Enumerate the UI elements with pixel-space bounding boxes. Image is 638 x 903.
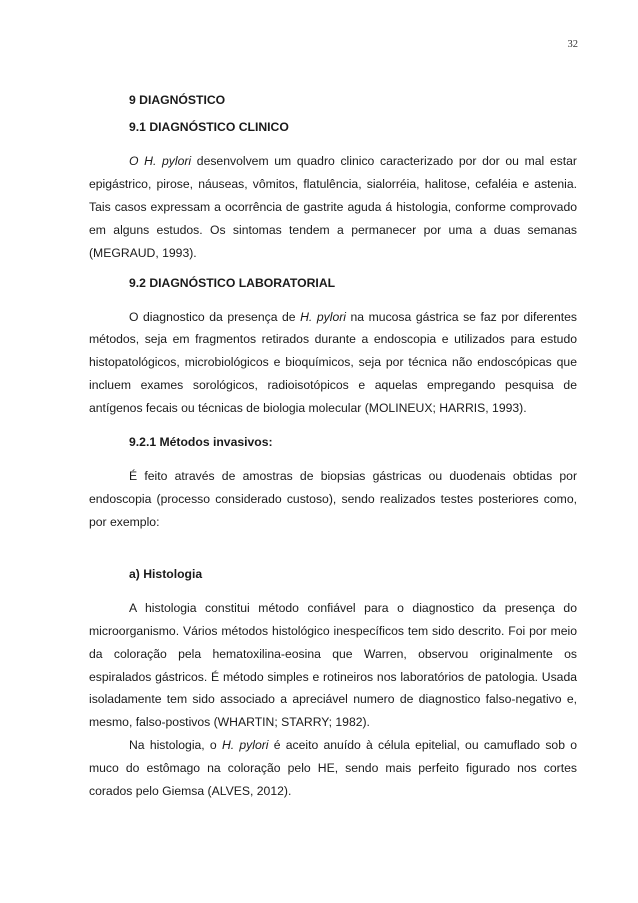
italic-species: O H. pylori [129, 154, 192, 168]
paragraph-histology: A histologia constitui método confiável para o diagnostico da presença do microorganismo. Vários métodos histológico inespecíficos tem sido descrito. Foi por meio da coloração pela hematoxilina-eosina que Warren, observou originalmente os espiralados gástricos. É método simples e rotineiros nos laboratórios de patologia. Usada isoladamente tem sido associado a apreciável numero de diagnostico falso-negativo e, mesmo, falso-postivos (WHARTIN; STARRY; 1982). [89, 600, 577, 730]
item-heading-histology: a) Histologia [129, 566, 203, 581]
paragraph-invasive: É feito através de amostras de biopsias gástricas ou duodenais obtidas por endoscopia (processo considerado custoso), sendo realizados testes posteriores como, por exemplo: [89, 469, 577, 529]
paragraph-text: na mucosa gástrica se faz por diferentes métodos, seja em fragmentos retirados durante a endoscopia e utilizados para estudo histopatológicos, microbiológicos e bioquímicos, seja por técnica não endoscópicas que incluem exames sorológicos, radioisotópicos e aquelas empregando pesquisa de antígenos fecais ou técnicas de biologia molecular (MOLINEUX; HARRIS, 1993). [89, 309, 577, 416]
paragraph-clinical [89, 150, 577, 265]
paragraph-text: desenvolvem um quadro clinico caracterizado por dor ou mal estar epigástrico, pirose, náuseas, vômitos, flatulência, sialorréia, halitose, cefaléia e astenia. Tais casos expressam a ocorrência de gastrite aguda á histologia, conforme comprovado em alguns estudos. Os sintomas tendem a permanecer por uma a duas semanas (MEGRAUD, 1993). [89, 154, 577, 260]
section-heading: 9 DIAGNÓSTICO [129, 93, 226, 107]
paragraph-histology-2 [89, 734, 577, 803]
italic-species: H. pylori [300, 309, 346, 324]
paragraph-text: Na histologia, o [129, 738, 222, 753]
subsection-heading-clinical: 9.1 DIAGNÓSTICO CLINICO [129, 120, 289, 134]
document-body [89, 92, 577, 803]
paragraph-laboratory [89, 306, 577, 421]
page-number: 32 [567, 39, 578, 50]
subsubsection-heading-invasive: 9.2.1 Métodos invasivos: [129, 435, 273, 450]
paragraph-text: O diagnostico da presença de [129, 309, 301, 324]
italic-species: H. pylori [221, 738, 269, 753]
subsection-heading-laboratory: 9.2 DIAGNÓSTICO LABORATORIAL [129, 275, 336, 290]
paragraph-text: é aceito anuído à célula epitelial, ou camuflado sob o muco do estômago na coloração pelo HE, sendo mais perfeito figurado nos cortes corados pelo Giemsa (ALVES, 2012). [89, 738, 577, 799]
